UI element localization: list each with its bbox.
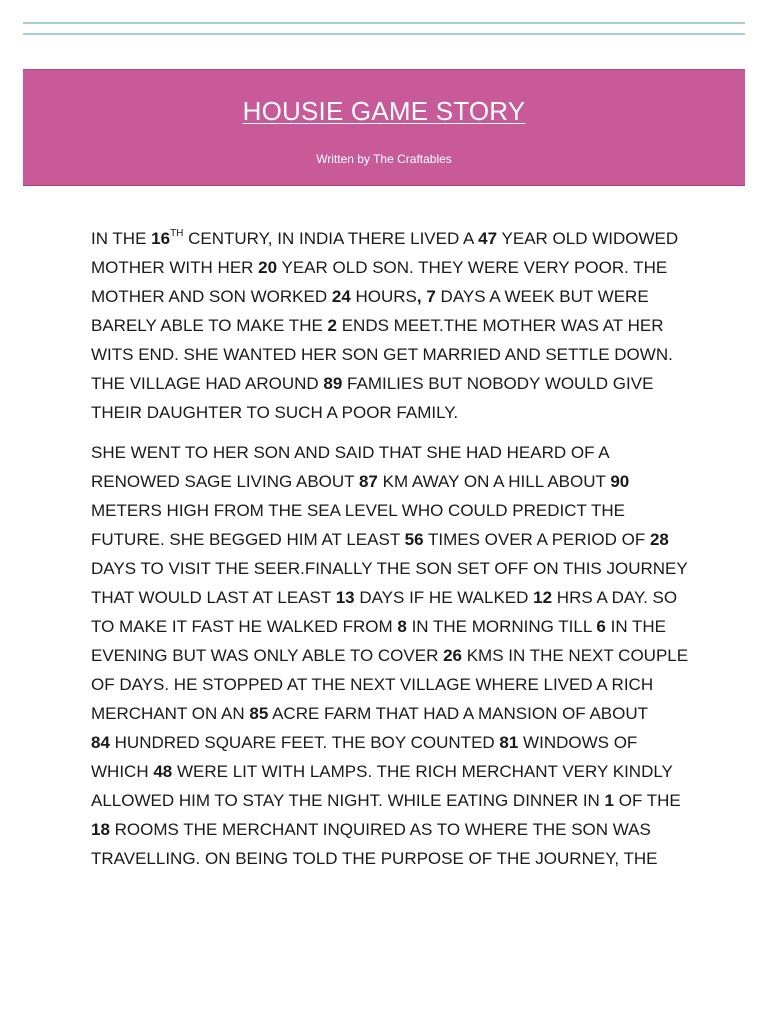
story-line xyxy=(91,554,691,583)
story-text: ROOMS THE MERCHANT INQUIRED AS TO WHERE THE SON WAS xyxy=(109,820,651,839)
story-text: HOURS xyxy=(350,287,417,306)
story-number: 8 xyxy=(397,617,407,636)
header-rule-bottom xyxy=(23,33,745,35)
story-line xyxy=(91,670,691,699)
ordinal-suffix: TH xyxy=(170,228,184,239)
story-text: YEAR OLD SON. THEY WERE VERY POOR. THE xyxy=(277,258,668,277)
header-rule-top xyxy=(23,22,745,24)
story-text: WERE LIT WITH LAMPS. THE RICH MERCHANT VERY KINDLY xyxy=(172,762,673,781)
story-text: CENTURY, IN INDIA THERE LIVED A xyxy=(183,229,479,248)
story-text: IN THE xyxy=(91,229,152,248)
story-line xyxy=(91,369,691,398)
story-text: METERS HIGH FROM THE SEA LEVEL WHO COULD PREDICT THE xyxy=(91,501,626,520)
story-line xyxy=(91,224,691,253)
story-number: 16 xyxy=(151,229,171,248)
story-number: 12 xyxy=(533,588,553,607)
story-text: WHICH xyxy=(91,762,154,781)
story-line xyxy=(91,815,691,844)
story-number: 48 xyxy=(153,762,173,781)
story-text: MERCHANT ON AN xyxy=(91,704,250,723)
title-banner xyxy=(23,69,745,186)
story-line xyxy=(91,583,691,612)
story-text: TRAVELLING. ON BEING TOLD THE PURPOSE OF THE JOURNEY, THE xyxy=(91,849,658,868)
story-line xyxy=(91,496,691,525)
story-number: 1 xyxy=(604,791,615,810)
story-text: WITS END. SHE WANTED HER SON GET MARRIED AND SETTLE DOWN. xyxy=(91,345,673,364)
story-line xyxy=(91,699,691,728)
story-number: 26 xyxy=(443,646,462,665)
story-text: DAYS A WEEK BUT WERE xyxy=(435,287,649,306)
story-text: MOTHER WITH HER xyxy=(91,258,259,277)
story-number: 24 xyxy=(331,287,351,306)
story-text: ACRE FARM THAT HAD A MANSION OF ABOUT xyxy=(268,704,649,723)
story-text: THEIR DAUGHTER TO SUCH A POOR FAMILY. xyxy=(91,403,459,422)
story-text: HRS A DAY. SO xyxy=(552,588,678,607)
story-text: EVENING BUT WAS ONLY ABLE TO COVER xyxy=(91,646,444,665)
story-text: TO MAKE IT FAST HE WALKED FROM xyxy=(91,617,398,636)
story-text: KMS IN THE NEXT COUPLE xyxy=(462,646,689,665)
story-line xyxy=(91,728,691,757)
story-number: 2 xyxy=(327,316,337,335)
story-text: YEAR OLD WIDOWED xyxy=(497,229,679,248)
story-line xyxy=(91,311,691,340)
story-line xyxy=(91,398,691,427)
story-text: ALLOWED HIM TO STAY THE NIGHT. WHILE EATING DINNER IN xyxy=(91,791,605,810)
story-number: 89 xyxy=(323,374,343,393)
story-number: 81 xyxy=(499,733,519,752)
story-text: FAMILIES BUT NOBODY WOULD GIVE xyxy=(342,374,654,393)
byline: Written by The Craftables xyxy=(316,152,452,166)
story-number: 47 xyxy=(478,229,498,248)
story-paragraph xyxy=(91,224,691,427)
story-text: MOTHER AND SON WORKED xyxy=(91,287,332,306)
story-text: OF THE xyxy=(614,791,681,810)
story-paragraph xyxy=(91,438,691,873)
story-line xyxy=(91,340,691,369)
story-line xyxy=(91,786,691,815)
page-title: HOUSIE GAME STORY xyxy=(242,96,526,126)
story-text: BARELY ABLE TO MAKE THE xyxy=(91,316,328,335)
story-number: 18 xyxy=(91,820,110,839)
story-number: 6 xyxy=(596,617,606,636)
story-text: THAT WOULD LAST AT LEAST xyxy=(91,588,336,607)
story-line xyxy=(91,844,691,873)
story-line xyxy=(91,757,691,786)
story-number: 84 xyxy=(91,733,110,752)
story-text: THE VILLAGE HAD AROUND xyxy=(91,374,324,393)
story-text: KM AWAY ON A HILL ABOUT xyxy=(377,472,611,491)
story-text: SHE WENT TO HER SON AND SAID THAT SHE HAD HEARD OF A xyxy=(91,443,610,462)
story-text: WINDOWS OF xyxy=(518,733,638,752)
story-body xyxy=(91,224,691,873)
story-line xyxy=(91,438,691,467)
story-number: 85 xyxy=(249,704,269,723)
story-text: TIMES OVER A PERIOD OF xyxy=(423,530,650,549)
story-number: 87 xyxy=(358,472,378,491)
story-number: 90 xyxy=(610,472,630,491)
story-number: , 7 xyxy=(416,287,436,306)
story-number: 13 xyxy=(335,588,355,607)
story-line xyxy=(91,282,691,311)
story-text: HUNDRED SQUARE FEET. THE BOY COUNTED xyxy=(109,733,500,752)
story-text: FUTURE. SHE BEGGED HIM AT LEAST xyxy=(91,530,405,549)
story-text: RENOWED SAGE LIVING ABOUT xyxy=(91,472,359,491)
story-text: IN THE xyxy=(605,617,667,636)
story-text: DAYS IF HE WALKED xyxy=(354,588,534,607)
story-number: 28 xyxy=(649,530,669,549)
story-text: OF DAYS. HE STOPPED AT THE NEXT VILLAGE WHERE LIVED A RICH xyxy=(91,675,654,694)
story-text: ENDS MEET.THE MOTHER WAS AT HER xyxy=(337,316,664,335)
story-number: 56 xyxy=(404,530,424,549)
story-line xyxy=(91,467,691,496)
story-line xyxy=(91,525,691,554)
story-line xyxy=(91,641,691,670)
story-text: DAYS TO VISIT THE SEER.FINALLY THE SON SET OFF ON THIS JOURNEY xyxy=(91,559,688,578)
story-text: IN THE MORNING TILL xyxy=(406,617,597,636)
story-line xyxy=(91,253,691,282)
story-number: 20 xyxy=(258,258,278,277)
story-line xyxy=(91,612,691,641)
